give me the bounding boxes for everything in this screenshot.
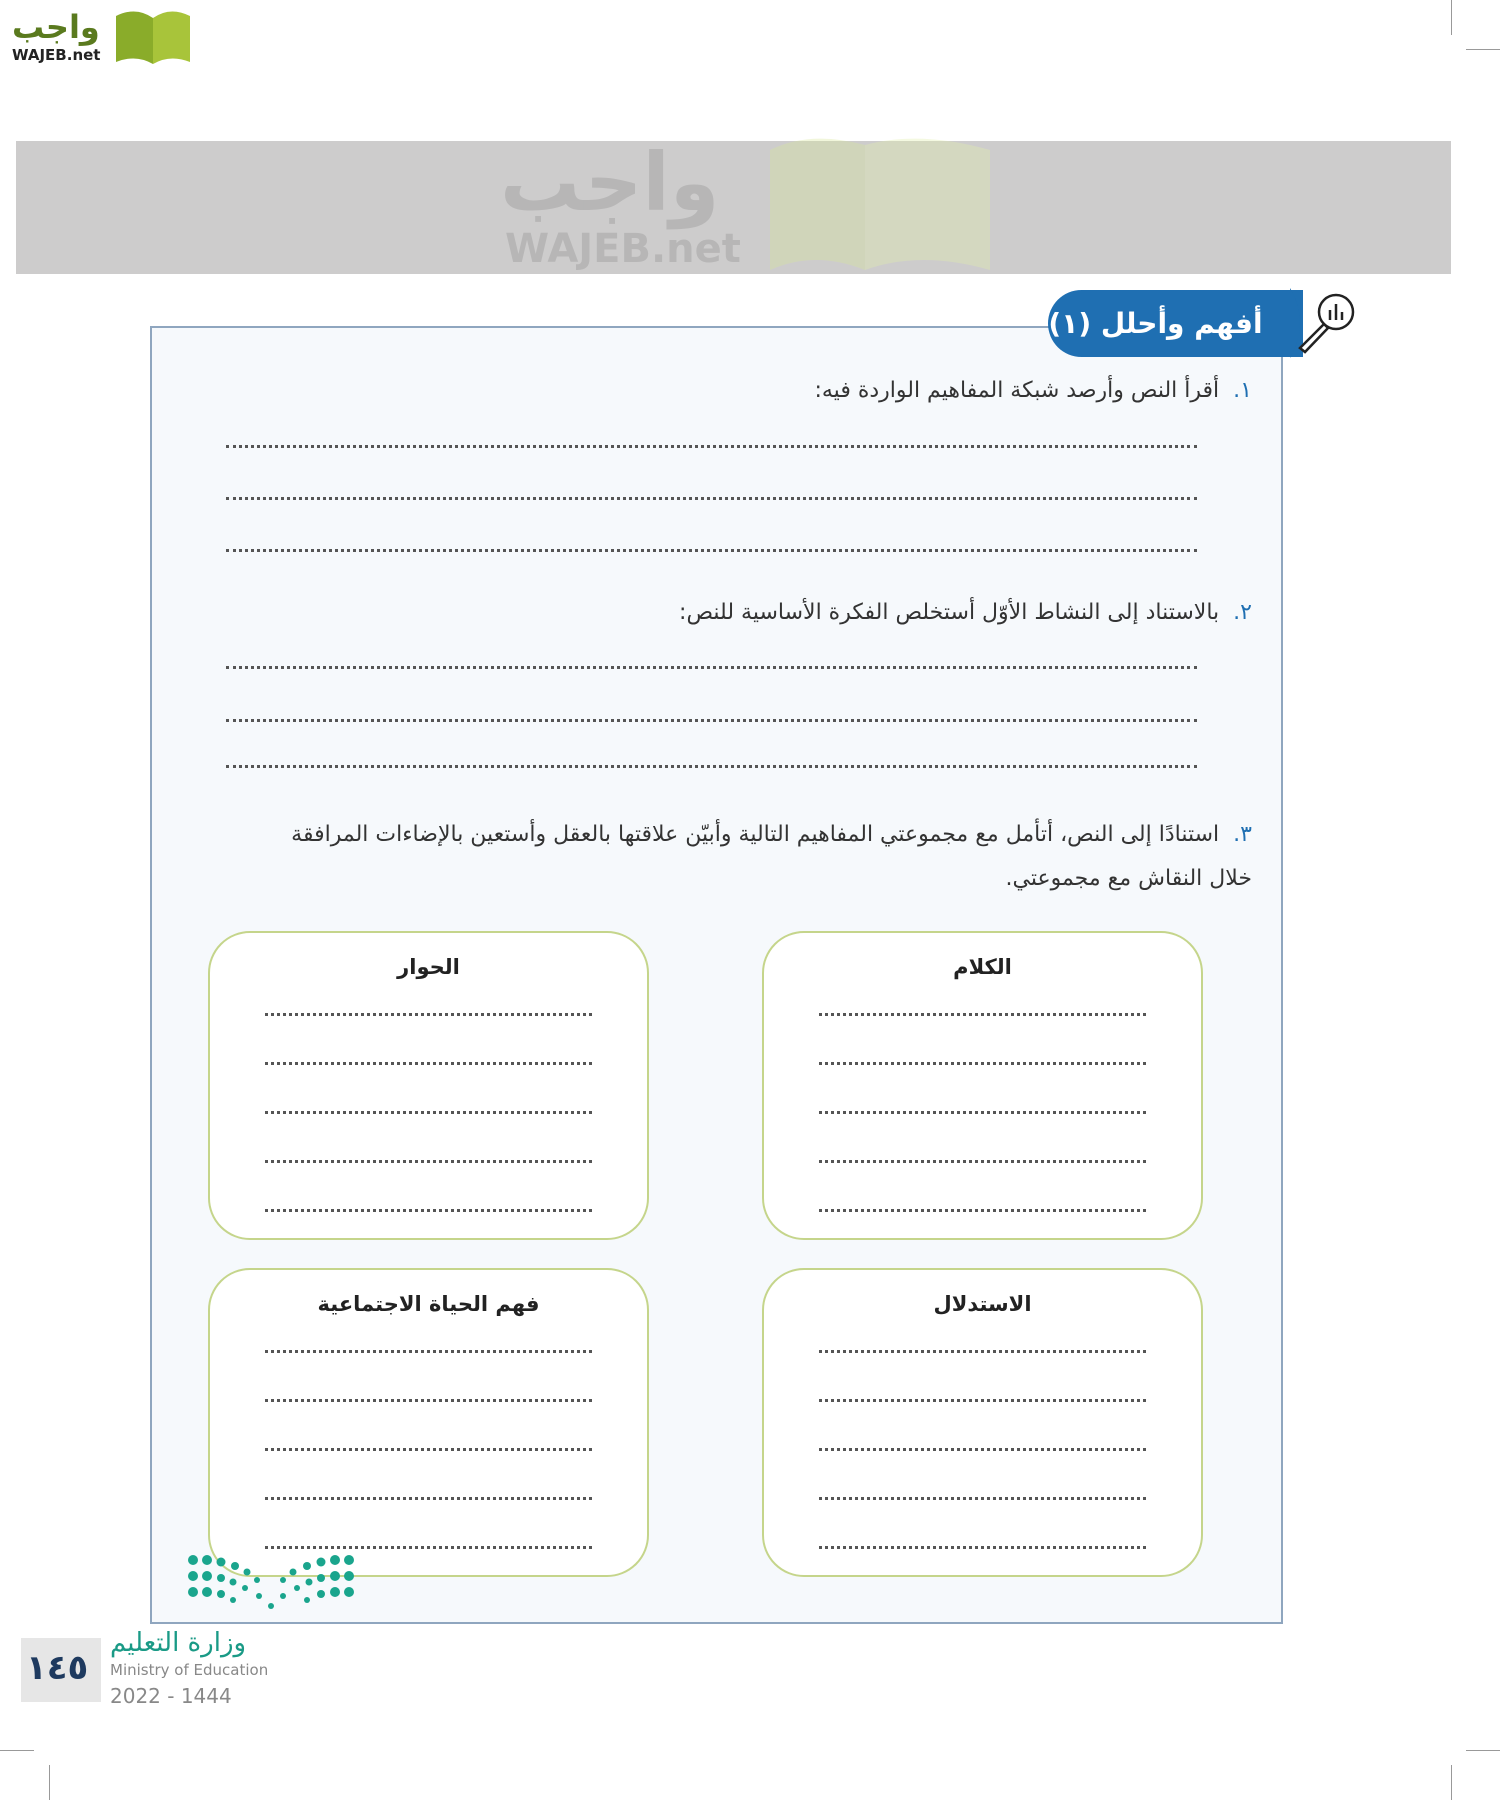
answer-line[interactable] (265, 1111, 592, 1114)
crop-mark (1451, 0, 1452, 35)
card-title: الاستدلال (933, 1292, 1032, 1316)
card-title: الحوار (397, 955, 460, 979)
watermark (500, 130, 1000, 284)
crop-mark (49, 1765, 50, 1800)
crop-mark (1451, 1765, 1452, 1800)
ministry-name-en: Ministry of Education (110, 1661, 269, 1679)
crop-mark (1466, 49, 1500, 50)
answer-line[interactable] (819, 1111, 1146, 1114)
card-title: فهم الحياة الاجتماعية (317, 1292, 540, 1316)
page-number: ١٤٥ (26, 1648, 89, 1688)
svg-text:واجب: واجب (12, 8, 100, 46)
concept-card-social-life (208, 1268, 649, 1577)
answer-line[interactable] (265, 1399, 592, 1402)
svg-text:WAJEB.net: WAJEB.net (12, 46, 101, 64)
answer-line[interactable] (265, 1160, 592, 1163)
answer-line[interactable] (226, 497, 1197, 500)
year-label: 2022 - 1444 (110, 1684, 232, 1708)
answer-line[interactable] (819, 1209, 1146, 1212)
answer-line[interactable] (819, 1546, 1146, 1549)
answer-line[interactable] (819, 1062, 1146, 1065)
answer-line[interactable] (226, 719, 1197, 722)
question-1: ١.أقرأ النص وأرصد شبكة المفاهيم الواردة فيه: (814, 378, 1252, 403)
svg-text:WAJEB.net: WAJEB.net (505, 226, 741, 272)
magnifier-chart-icon (1290, 288, 1360, 358)
concept-card-dialogue (208, 931, 649, 1240)
answer-line[interactable] (265, 1546, 592, 1549)
concept-card-speech (762, 931, 1203, 1240)
answer-line[interactable] (819, 1448, 1146, 1451)
answer-line[interactable] (265, 1209, 592, 1212)
card-title: الكلام (953, 955, 1012, 979)
answer-line[interactable] (819, 1350, 1146, 1353)
concept-card-reasoning (762, 1268, 1203, 1577)
question-3: ٣.استنادًا إلى النص، أتأمل مع مجموعتي المفاهيم التالية وأبيّن علاقتها بالعقل وأستعين بالإضاءات المرافقة خلال النقاش مع مجموعتي. (291, 822, 1252, 891)
ministry-name-ar: وزارة التعليم (110, 1628, 247, 1658)
crop-mark (1466, 1750, 1500, 1751)
answer-line[interactable] (265, 1062, 592, 1065)
wajeb-logo[interactable] (8, 4, 193, 70)
answer-line[interactable] (819, 1160, 1146, 1163)
answer-line[interactable] (819, 1497, 1146, 1500)
answer-line[interactable] (226, 445, 1197, 448)
answer-line[interactable] (226, 549, 1197, 552)
answer-line[interactable] (819, 1399, 1146, 1402)
crop-mark (0, 1750, 34, 1751)
answer-line[interactable] (226, 765, 1197, 768)
ministry-dots-logo (185, 1552, 360, 1616)
answer-line[interactable] (265, 1448, 592, 1451)
answer-line[interactable] (819, 1013, 1146, 1016)
answer-line[interactable] (265, 1497, 592, 1500)
answer-line[interactable] (265, 1013, 592, 1016)
question-2: ٢.بالاستناد إلى النشاط الأوّل أستخلص الفكرة الأساسية للنص: (679, 600, 1252, 625)
svg-text:واجب: واجب (500, 136, 720, 229)
answer-line[interactable] (265, 1350, 592, 1353)
answer-line[interactable] (226, 666, 1197, 669)
section-title: أفهم وأحلل (١) (1048, 290, 1303, 357)
